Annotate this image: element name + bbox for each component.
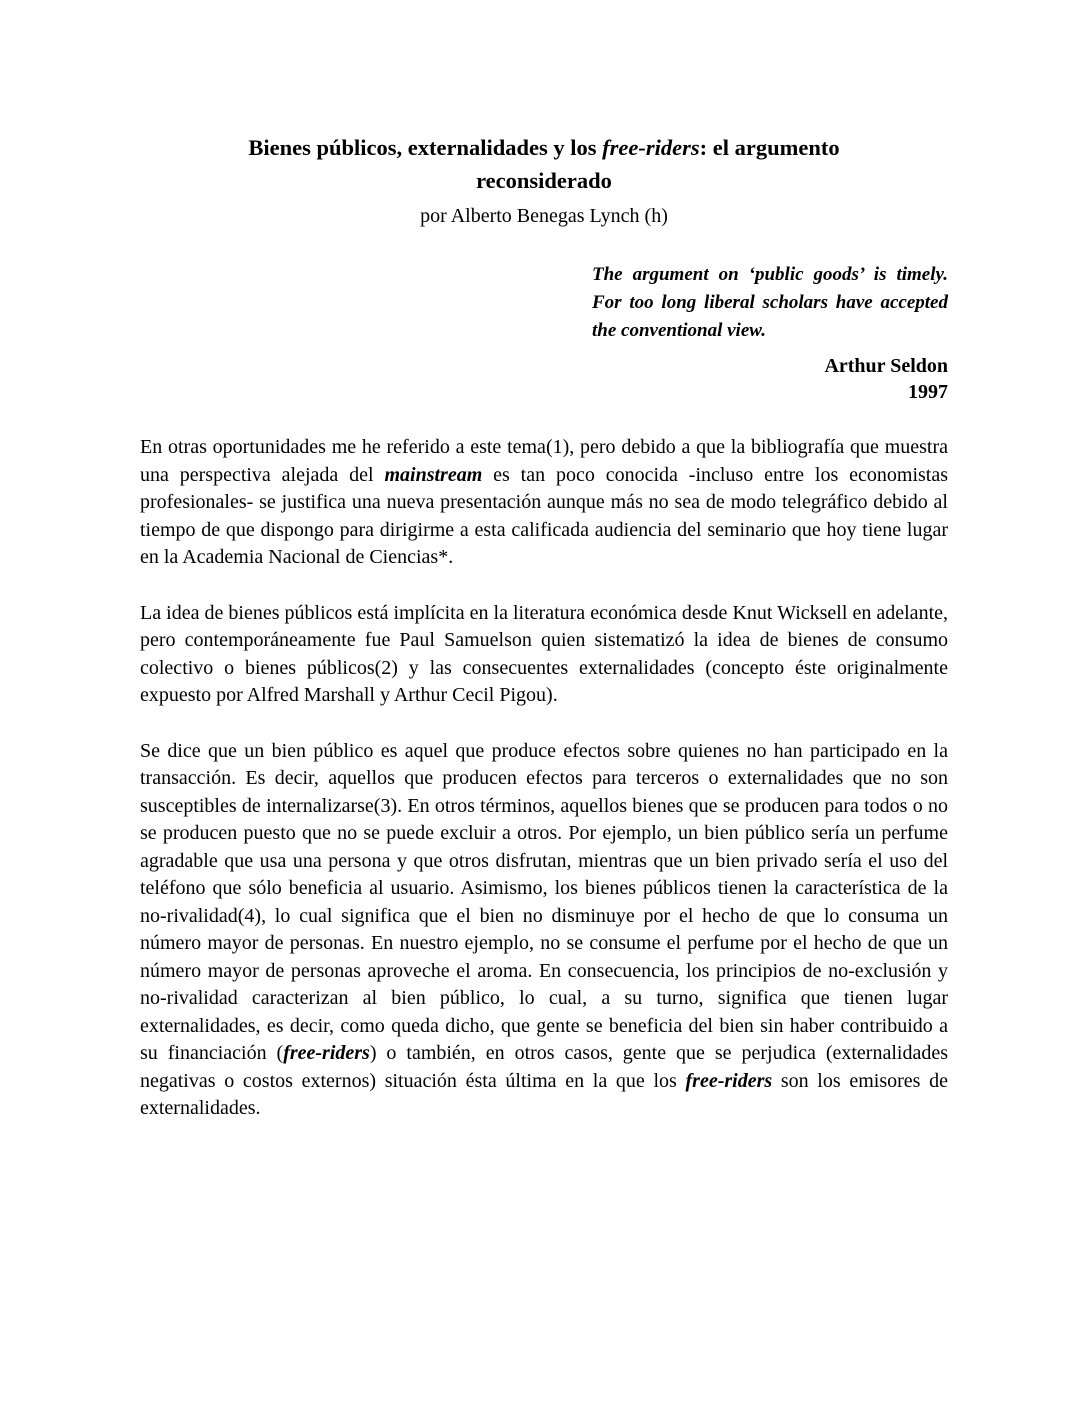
text-run: son los emisores de externalidades. bbox=[140, 1069, 949, 1119]
title-line2: reconsiderado bbox=[476, 168, 612, 193]
byline: por Alberto Benegas Lynch (h) bbox=[420, 205, 668, 227]
document-title bbox=[140, 131, 948, 197]
text-run: Se dice que un bien público es aquel que produce efectos sobre quienes no han participado en la transacción. Es decir, aquellos que producen efectos para terceros o externalidades que no son susceptibles de internalizarse(3). En otros términos, aquellos bienes que se producen para todos o no se producen puesto que no se puede excluir a otros. Por ejemplo, un bien público sería un perfume agradable que usa una persona y que otros disfrutan, mientras que un bien privado sería el uso del teléfono que sólo beneficia al usuario. Asimismo, los bienes públicos tienen la característica de la no-rivalidad(4), lo cual significa que el bien no disminuye por el hecho de que lo consuma un número mayor de personas. En nuestro ejemplo, no se consume el perfume por el hecho de que un número mayor de personas aproveche el aroma. En consecuencia, los principios de no-exclusión y no-rivalidad caracterizan al bien público, lo cual, a su turno, significa que tienen lugar externalidades, es decir, como queda dicho, que gente se beneficia del bien sin haber contribuido a su financiación ( bbox=[140, 739, 948, 1064]
emphasized-term: free-riders bbox=[283, 1042, 370, 1064]
title-text-before: Bienes públicos, externalidades y los bbox=[248, 135, 603, 160]
epigraph-attribution bbox=[592, 353, 948, 405]
text-run: ) o también, en otros casos, gente que se perjudica (externalidades negativas o costos externos) situación ésta última en la que los bbox=[140, 1042, 948, 1092]
epigraph-author: Arthur Seldon bbox=[824, 355, 948, 377]
body-paragraph-1 bbox=[140, 434, 948, 572]
epigraph-quote: The argument on ‘public goods’ is timely. For too long liberal scholars have accepted the conventional view. bbox=[592, 264, 948, 341]
body-paragraph-3 bbox=[140, 738, 948, 1123]
title-text-after: : el argumento bbox=[699, 135, 840, 160]
body-paragraph-2 bbox=[140, 600, 948, 710]
emphasized-term: free-riders bbox=[685, 1069, 773, 1092]
title-emphasized-term: free-riders bbox=[602, 135, 700, 160]
epigraph-year: 1997 bbox=[908, 381, 948, 403]
document-body bbox=[140, 434, 948, 1123]
text-run: En otras oportunidades me he referido a este tema(1), pero debido a que la bibliografía que muestra una perspectiva alejada del bbox=[140, 436, 948, 486]
text-run: es tan poco conocida -incluso entre los economistas profesionales- se justifica una nueva presentación aunque más no sea de modo telegráfico debido al tiempo de que dispongo para dirigirme a esta calificada audiencia del seminario que hoy tiene lugar en la Academia Nacional de Ciencias*. bbox=[140, 463, 948, 568]
epigraph-block bbox=[592, 261, 948, 405]
text-run: La idea de bienes públicos está implícita en la literatura económica desde Knut Wicksell en adelante, pero contemporáneamente fue Paul Samuelson quien sistematizó la idea de bienes de consumo colectivo o bienes públicos(2) y las consecuentes externalidades (concepto éste originalmente expuesto por Alfred Marshall y Arthur Cecil Pigou). bbox=[140, 601, 948, 706]
emphasized-term: mainstream bbox=[384, 463, 483, 486]
